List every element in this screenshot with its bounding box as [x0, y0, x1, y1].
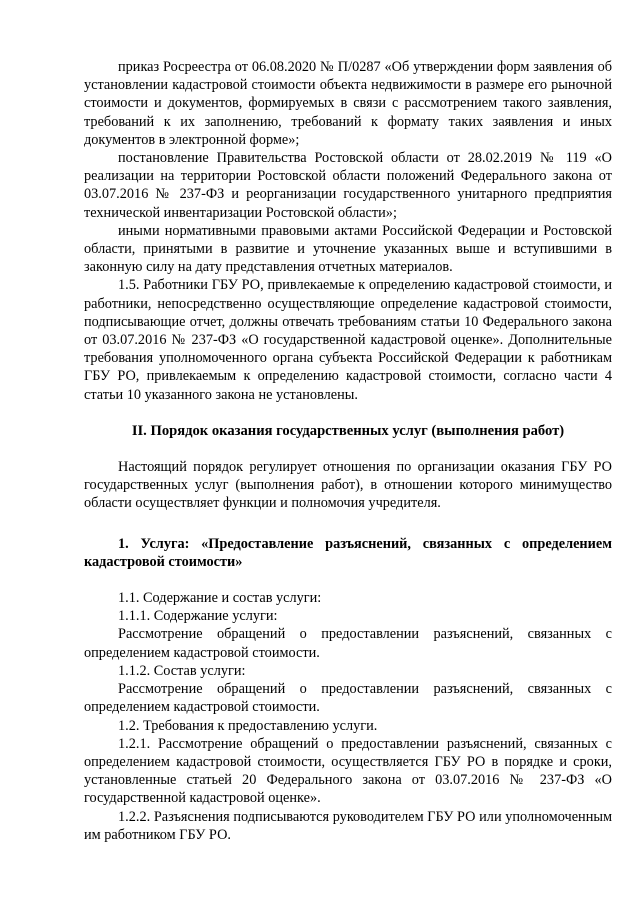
item-1-2: 1.2. Требования к предоставлению услуги.: [118, 717, 378, 734]
document-page: [84, 58, 612, 844]
paragraph-rosreestr-order: приказ Росреестра от 06.08.2020 № П/0287 «Об утверждении форм заявления об установлении кадастровой стоимости объекта недвижимости в размере его рыночной стоимости и документов, формируемых в связи с рассмотрением такого заявления, требований к их заполнению, требований к формату таких заявления и иных документов в электронной форме»;: [84, 59, 612, 148]
section-intro: Настоящий порядок регулирует отношения по организации оказания ГБУ РО государственных услуг (выполнения работ), в отношении которого минимущество области осуществляет функции и полномочия учредителя.: [84, 459, 612, 512]
paragraph-government-decree: постановление Правительства Ростовской области от 28.02.2019 № 119 «О реализации на территории Ростовской области положений Федерального закона от 03.07.2016 № 237-ФЗ и реорганизации государственного унитарного предприятия технической инвентаризации Ростовской области»;: [84, 150, 612, 221]
item-composition-text: Рассмотрение обращений о предоставлении разъяснений, связанных с определением кадастровой стоимости.: [84, 681, 612, 716]
section-heading: II. Порядок оказания государственных услуг (выполнения работ): [131, 422, 565, 439]
item-1-1: 1.1. Содержание и состав услуги:: [118, 590, 322, 607]
paragraph-1-5: 1.5. Работники ГБУ РО, привлекаемые к определению кадастровой стоимости, и работники, непосредственно осуществляющие определение кадастровой стоимости, подписывающие отчет, должны отвечать требованиям статьи 10 Федерального закона от 03.07.2016 № 237-ФЗ «О государственной кадастровой оценке». Дополнительные требования уполномоченного органа субъекта Российской Федерации к работникам ГБУ РО, привлекаемым к определению кадастровой стоимости, согласно части 4 статьи 10 указанного закона не установлены.: [84, 277, 612, 403]
paragraph-other-acts: иными нормативными правовыми актами Российской Федерации и Ростовской области, принятыми в развитие и уточнение указанных выше и вступившими в законную силу на дату представления отчетных материалов.: [84, 222, 612, 276]
item-1-2-2: 1.2.2. Разъяснения подписываются руководителем ГБУ РО или уполномоченным им работником ГБУ РО.: [84, 808, 612, 843]
service-heading: 1. Услуга: «Предоставление разъяснений, связанных с определением кадастровой стоимости»: [84, 535, 612, 570]
item-1-1-2: 1.1.2. Состав услуги:: [118, 662, 246, 679]
item-1-1-1: 1.1.1. Содержание услуги:: [118, 608, 278, 625]
item-1-2-1: 1.2.1. Рассмотрение обращений о предоставлении разъяснений, связанных с определением кадастровой стоимости, осуществляется ГБУ РО в порядке и сроки, установленные статьей 20 Федерального закона от 03.07.2016 № 237-ФЗ «О государственной кадастровой оценке».: [84, 735, 612, 807]
item-content-text: Рассмотрение обращений о предоставлении разъяснений, связанных с определением кадастровой стоимости.: [84, 626, 612, 661]
